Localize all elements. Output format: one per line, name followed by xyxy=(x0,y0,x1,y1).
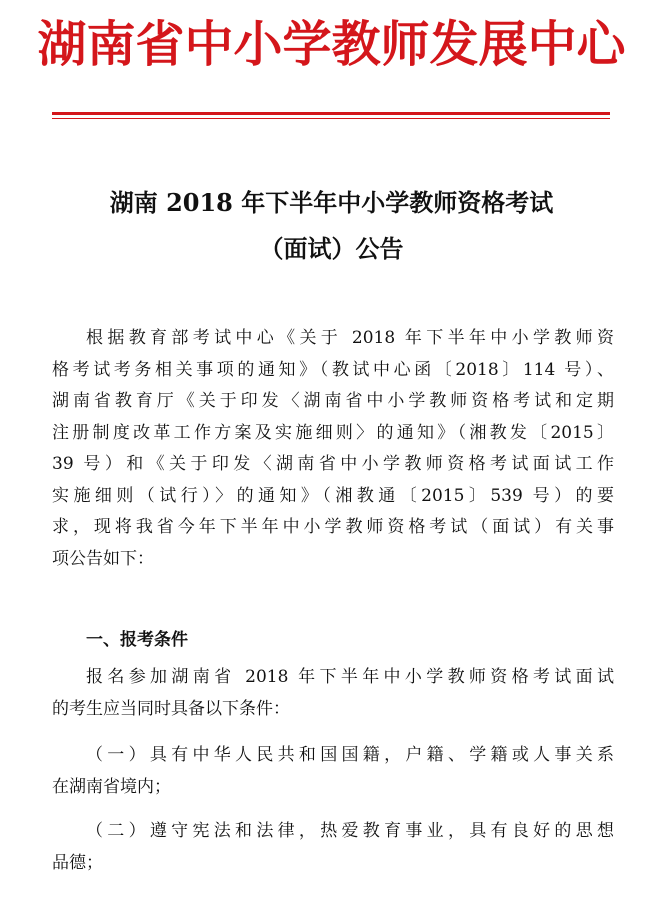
org-header: 湖南省中小学教师发展中心 xyxy=(37,16,626,73)
condition-item-1 xyxy=(52,740,614,803)
condition-item-2 xyxy=(52,816,614,879)
header-rule-thin xyxy=(52,118,610,119)
intro-line: 项公告如下： xyxy=(52,548,154,569)
document-title-line2: （面试）公告 xyxy=(259,234,404,263)
section-heading: 一、报考条件 xyxy=(86,630,188,650)
intro-line: 根据教育部考试中心《关于 2018 年下半年中小学教师资 xyxy=(86,328,614,348)
intro-line: 湖南省教育厅《关于印发〈湖南省中小学教师资格考试和定期 xyxy=(52,391,614,411)
intro-line: 求，现将我省今年下半年中小学教师资格考试（面试）有关事 xyxy=(52,517,614,537)
condition-line: （一）具有中华人民共和国国籍，户籍、学籍或人事关系 xyxy=(86,745,614,765)
condition-line: 在湖南省境内； xyxy=(52,776,171,797)
condition-line: （二）遵守宪法和法律，热爱教育事业，具有良好的思想 xyxy=(86,821,614,841)
section-paragraph xyxy=(52,662,614,725)
section-line: 报名参加湖南省 2018 年下半年中小学教师资格考试面试 xyxy=(86,667,614,687)
intro-line: 格考试考务相关事项的通知》（教试中心函〔2018〕114 号）、 xyxy=(52,359,614,380)
intro-line: 实施细则（试行）〉的通知》（湘教通〔2015〕539 号）的要 xyxy=(52,485,614,506)
intro-line: 注册制度改革工作方案及实施细则〉的通知》（湘教发〔2015〕 xyxy=(52,422,614,443)
section-line: 的考生应当同时具备以下条件： xyxy=(52,698,290,719)
intro-paragraph xyxy=(52,323,614,575)
intro-line: 39 号）和《关于印发〈湖南省中小学教师资格考试面试工作 xyxy=(52,454,614,474)
condition-line: 品德； xyxy=(52,852,103,873)
header-rule-thick xyxy=(52,112,610,115)
document-title-line1: 湖南 2018 年下半年中小学教师资格考试 xyxy=(109,188,554,217)
